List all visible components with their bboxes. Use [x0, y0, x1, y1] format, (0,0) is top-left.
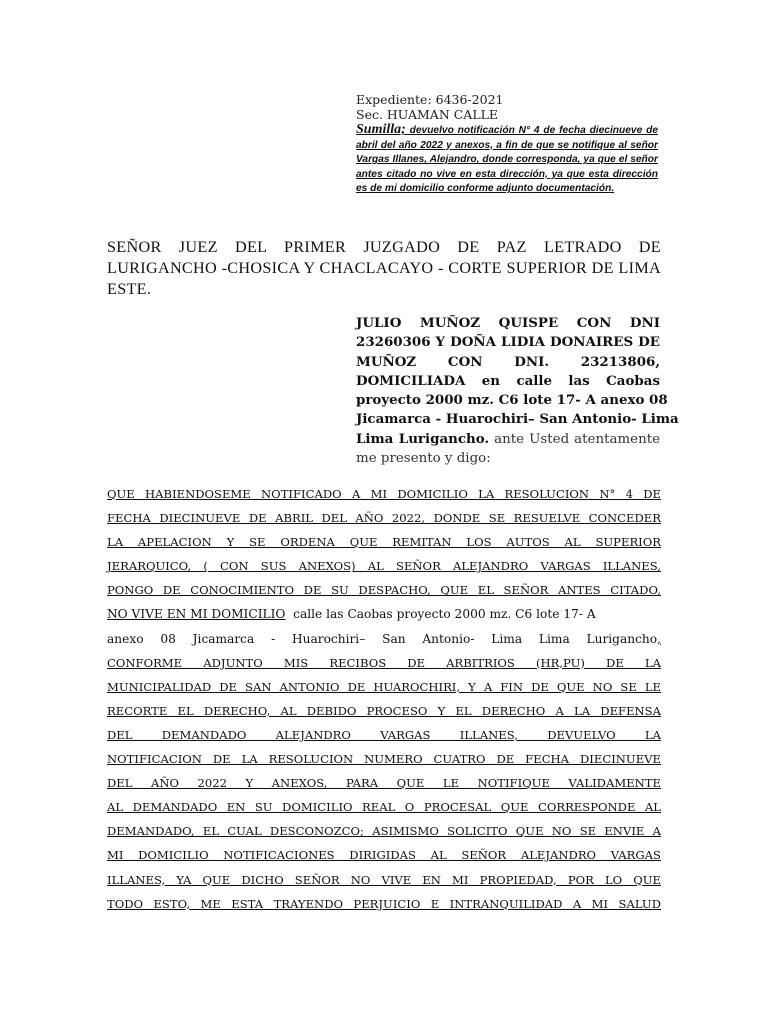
addressee-line: LURIGANCHO -CHOSICA Y CHACLACAYO - CORTE SUPERIOR DE LIMA: [107, 259, 661, 277]
body-line: CONFORME ADJUNTO MIS RECIBOS DE ARBITRIOS (HR,PU) DE LA: [107, 655, 661, 670]
case-number: Expediente: 6436-2021: [356, 92, 504, 107]
body-line: PONGO DE CONOCIMIENTO DE SU DESPACHO, QUE EL SEÑOR ANTES CITADO,: [107, 583, 661, 598]
petitioner-line: DOMICILIADA en calle las Caobas: [356, 372, 660, 389]
body-line: QUE HABIENDOSEME NOTIFICADO A MI DOMICILIO LA RESOLUCION N° 4 DE: [107, 487, 661, 501]
body-line: LA APELACION Y SE ORDENA QUE REMITAN LOS AUTOS AL SUPERIOR: [107, 535, 661, 550]
body-underlined-phrase: NO VIVE EN MI DOMICILIO: [107, 607, 286, 622]
sumilla-line: esta dirección es de mi domicilio conforme adjunto: [356, 168, 659, 195]
sumilla-line: devuelvo notificación N° 4 de fecha diecinueve: [409, 125, 643, 136]
court-secretary: Sec. HUAMAN CALLE: [356, 107, 499, 122]
body-line: MI DOMICILIO NOTIFICACIONES DIRIGIDAS AL SEÑOR ALEJANDRO VARGAS: [107, 848, 661, 863]
body-line: DEL DEMANDADO ALEJANDRO VARGAS ILLANES, DEVUELVO LA: [107, 727, 661, 742]
body-line: NOTIFICACION DE LA RESOLUCION NUMERO CUATRO DE FECHA DIECINUEVE: [107, 752, 661, 767]
petitioner-line: Jicamarca - Huarochiri– San Antonio- Lima: [356, 411, 679, 428]
sumilla-line: que el señor antes citado no vive en esta dirección, ya que: [356, 154, 658, 180]
petitioner-line: [356, 430, 660, 449]
sumilla-summary: [356, 123, 658, 197]
petitioner-line: 23260306 Y DOÑA LIDIA DONAIRES DE: [356, 334, 660, 351]
petition-body: [107, 482, 661, 916]
petitioner-address-end: Lima Lurigancho.: [356, 430, 490, 447]
petitioner-line: MUÑOZ CON DNI. 23213806,: [356, 353, 660, 370]
body-comma: ,: [657, 631, 661, 646]
petitioner-greeting: ante Usted atentamente: [494, 431, 661, 447]
sumilla-label: Sumilla;: [356, 122, 406, 137]
addressee-line: ESTE.: [107, 280, 152, 298]
body-line: FECHA DIECINUEVE DE ABRIL DEL AÑO 2022, DONDE SE RESUELVE CONCEDER: [107, 511, 661, 526]
body-line: JERARQUICO, ( CON SUS ANEXOS) AL SEÑOR ALEJANDRO VARGAS ILLANES,: [107, 559, 661, 574]
sumilla-line: de abril del año 2022 y anexos, a fin de que se notifique al: [356, 125, 658, 151]
addressee-line: SEÑOR JUEZ DEL PRIMER JUZGADO DE PAZ LETRADO DE: [107, 238, 661, 256]
body-line: DEMANDADO, EL CUAL DESCONOZCO; ASIMISMO SOLICITO QUE NO SE ENVIE A: [107, 824, 661, 839]
petitioner-line: JULIO MUÑOZ QUISPE CON DNI: [356, 315, 660, 331]
body-line: TODO ESTO, ME ESTA TRAYENDO PERJUICIO E INTRANQUILIDAD A MI SALUD: [107, 896, 661, 911]
body-line: DEL AÑO 2022 Y ANEXOS, PARA QUE LE NOTIFIQUE VALIDAMENTE: [107, 776, 661, 791]
body-line: [107, 602, 661, 626]
sumilla-line: documentación.: [536, 183, 615, 195]
body-line: AL DEMANDADO EN SU DOMICILIO REAL O PROCESAL QUE CORRESPONDE AL: [107, 800, 661, 815]
petitioner-block: [356, 314, 679, 468]
body-line: RECORTE EL DERECHO, AL DEBIDO PROCESO Y EL DERECHO A LA DEFENSA: [107, 703, 661, 718]
case-header: [356, 92, 658, 197]
addressee-judge: [107, 237, 661, 300]
petitioner-line: proyecto 2000 mz. C6 lote 17- A anexo 08: [356, 392, 668, 409]
body-line: MUNICIPALIDAD DE SAN ANTONIO DE HUAROCHIRI, Y A FIN DE QUE NO SE LE: [107, 679, 661, 694]
sumilla-line: señor Vargas Illanes, Alejandro, donde corresponda, ya: [356, 139, 658, 166]
body-line: ILLANES, YA QUE DICHO SEÑOR NO VIVE EN MI PROPIEDAD, POR LO QUE: [107, 872, 661, 887]
petitioner-line: me presento y digo:: [356, 451, 491, 467]
body-address-phrase: anexo 08 Jicamarca - Huarochiri– San Antonio- Lima Lima Lurigancho: [107, 631, 658, 646]
body-line: [107, 627, 661, 651]
body-address-phrase: calle las Caobas proyecto 2000 mz. C6 lote 17- A: [293, 607, 596, 622]
